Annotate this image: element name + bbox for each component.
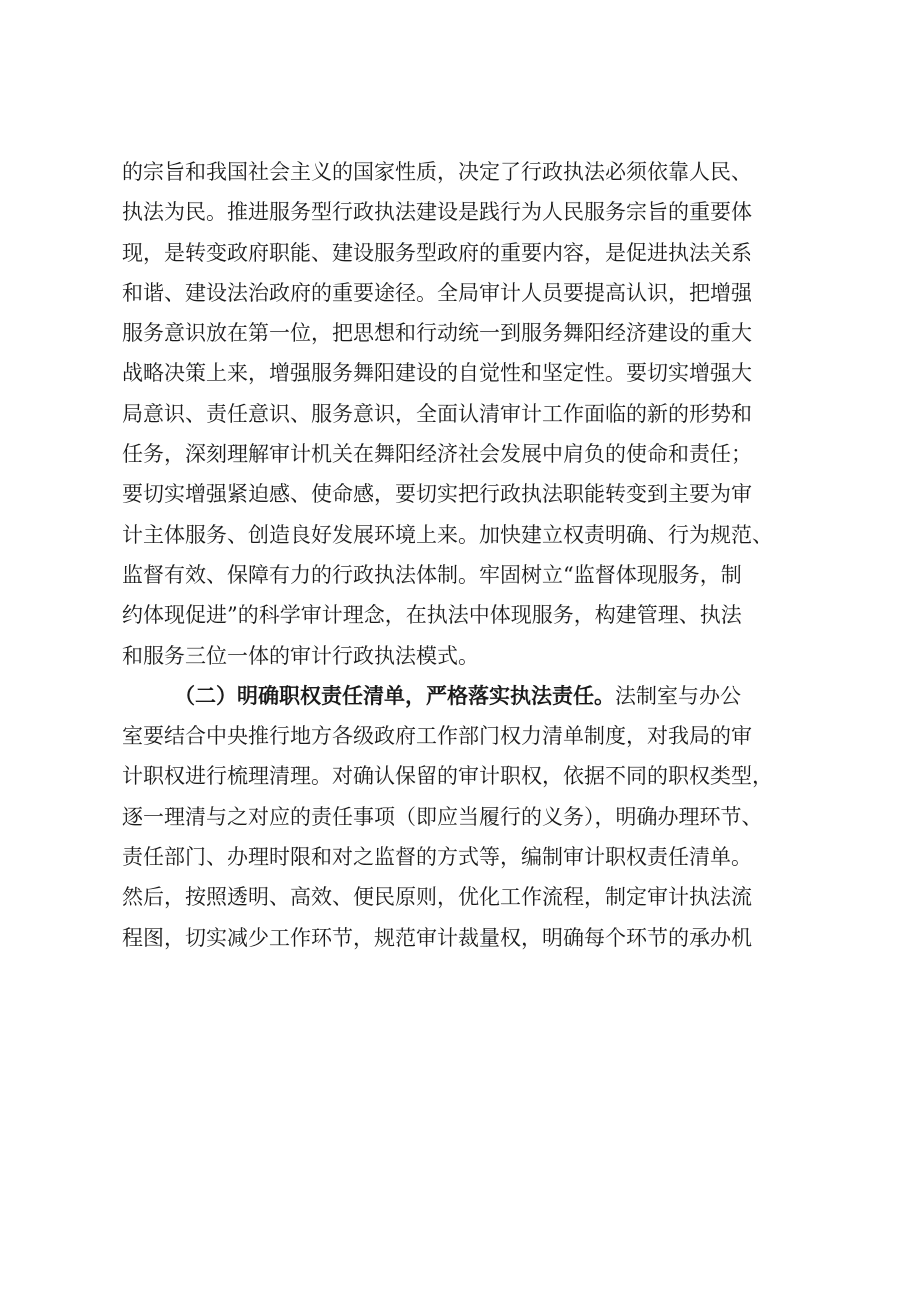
paragraph-line: 计主体服务、创造良好发展环境上来。加快建立权责明确、行为规范、 xyxy=(122,522,773,547)
paragraph-line: 约体现促进”的科学审计理念，在执法中体现服务，构建管理、执法 xyxy=(122,603,742,628)
section-heading-continuation: 法制室与办公 xyxy=(615,683,741,708)
body-text xyxy=(122,152,822,958)
paragraph-line: 局意识、责任意识、服务意识，全面认清审计工作面临的新的形势和 xyxy=(122,401,752,426)
paragraph-line: 室要结合中央推行地方各级政府工作部门权力清单制度，对我局的审 xyxy=(122,724,752,749)
paragraph-line: 逐一理清与之对应的责任事项（即应当履行的义务），明确办理环节、 xyxy=(122,804,763,829)
paragraph-line: 和谐、建设法治政府的重要途径。全局审计人员要提高认识，把增强 xyxy=(122,280,752,305)
paragraph-line: 任务，深刻理解审计机关在舞阳经济社会发展中肩负的使命和责任； xyxy=(122,442,752,467)
paragraph-line: 和服务三位一体的审计行政执法模式。 xyxy=(122,643,479,668)
paragraph-line: 程图，切实减少工作环节，规范审计裁量权，明确每个环节的承办机 xyxy=(122,925,752,950)
paragraph-line: 服务意识放在第一位，把思想和行动统一到服务舞阳经济建设的重大 xyxy=(122,321,752,346)
paragraph-line: 责任部门、办理时限和对之监督的方式等，编制审计职权责任清单。 xyxy=(122,845,752,870)
paragraph-line: 执法为民。推进服务型行政执法建设是践行为人民服务宗旨的重要体 xyxy=(122,200,752,225)
paragraph-line: 要切实增强紧迫感、使命感，要切实把行政执法职能转变到主要为审 xyxy=(122,482,752,507)
paragraph-line: 战略决策上来，增强服务舞阳建设的自觉性和坚定性。要切实增强大 xyxy=(122,361,752,386)
section-heading-line xyxy=(122,676,822,716)
section-heading: （二）明确职权责任清单，严格落实执法责任。 xyxy=(174,682,615,708)
paragraph-line: 现，是转变政府职能、建设服务型政府的重要内容，是促进执法关系 xyxy=(122,240,752,265)
paragraph-line: 监督有效、保障有力的行政执法体制。牢固树立“监督体现服务，制 xyxy=(122,562,742,587)
paragraph-line: 的宗旨和我国社会主义的国家性质，决定了行政执法必须依靠人民、 xyxy=(122,160,752,184)
paragraph-line: 计职权进行梳理清理。对确认保留的审计职权，依据不同的职权类型， xyxy=(122,764,773,789)
paragraph-line: 然后，按照透明、高效、便民原则，优化工作流程，制定审计执法流 xyxy=(122,885,752,910)
